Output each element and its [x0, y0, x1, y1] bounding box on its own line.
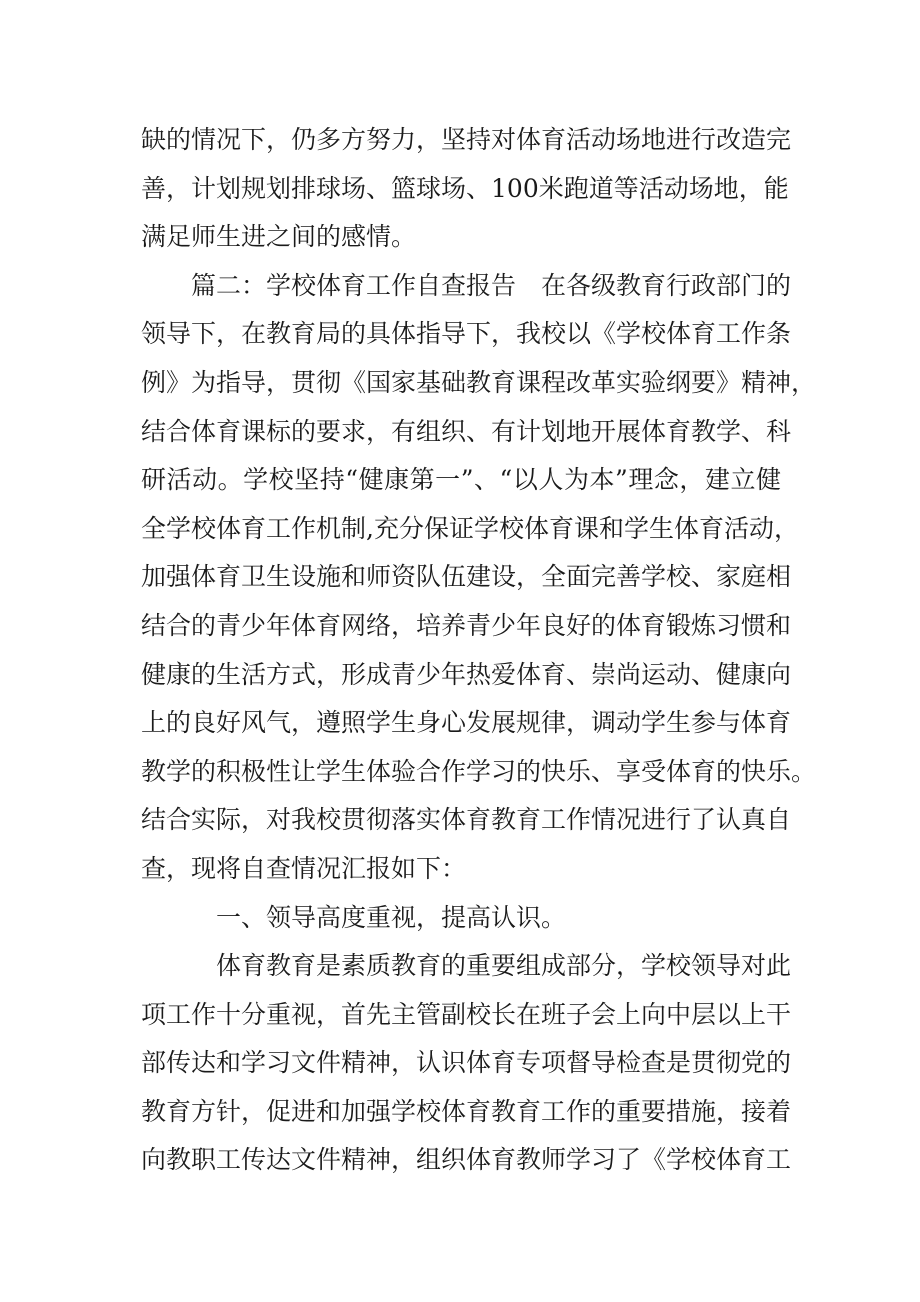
text-line: 结合体育课标的要求，有组织、有计划地开展体育教学、科: [141, 416, 792, 446]
text-line: 结合的青少年体育网络，培养青少年良好的体育锻炼习惯和: [141, 610, 792, 640]
text-line: 善，计划规划排球场、篮球场、100米跑道等活动场地，能: [141, 173, 789, 203]
text-line: 一、领导高度重视，提高认识。: [216, 902, 567, 932]
text-line: 篇二：学校体育工作自查报告 在各级教育行政部门的: [191, 270, 792, 300]
text-line: 全学校体育工作机制,充分保证学校体育课和学生体育活动，: [141, 513, 799, 543]
text-line: 研活动。学校坚持“健康第一”、“以人为本”理念，建立健: [141, 465, 781, 495]
text-line: 体育教育是素质教育的重要组成部分，学校领导对此: [216, 951, 792, 981]
text-line: 部传达和学习文件精神，认识体育专项督导检查是贯彻党的: [141, 1048, 792, 1078]
text-line: 项工作十分重视，首先主管副校长在班子会上向中层以上干: [141, 999, 792, 1029]
text-line: 上的良好风气，遵照学生身心发展规律，调动学生参与体育: [141, 708, 792, 738]
text-line: 向教职工传达文件精神，组织体育教师学习了《学校体育工: [141, 1145, 792, 1175]
text-line: 例》为指导，贯彻《国家基础教育课程改革实验纲要》精神，: [141, 367, 817, 397]
text-line: 教学的积极性让学生体验合作学习的快乐、享受体育的快乐。: [141, 756, 817, 786]
text-line: 健康的生活方式，形成青少年热爱体育、崇尚运动、健康向: [141, 659, 792, 689]
text-line: 加强体育卫生设施和师资队伍建设，全面完善学校、家庭相: [141, 562, 792, 592]
text-line: 缺的情况下，仍多方努力，坚持对体育活动场地进行改造完: [141, 125, 792, 154]
text-line: 满足师生进之间的感情。: [141, 222, 417, 252]
text-line: 领导下，在教育局的具体指导下，我校以《学校体育工作条: [141, 319, 792, 349]
text-line: 结合实际，对我校贯彻落实体育教育工作情况进行了认真自: [141, 805, 792, 835]
body-text: [141, 116, 817, 1185]
text-line: 查，现将自查情况汇报如下：: [141, 853, 467, 883]
text-line: 教育方针，促进和加强学校体育教育工作的重要措施，接着: [141, 1096, 792, 1126]
